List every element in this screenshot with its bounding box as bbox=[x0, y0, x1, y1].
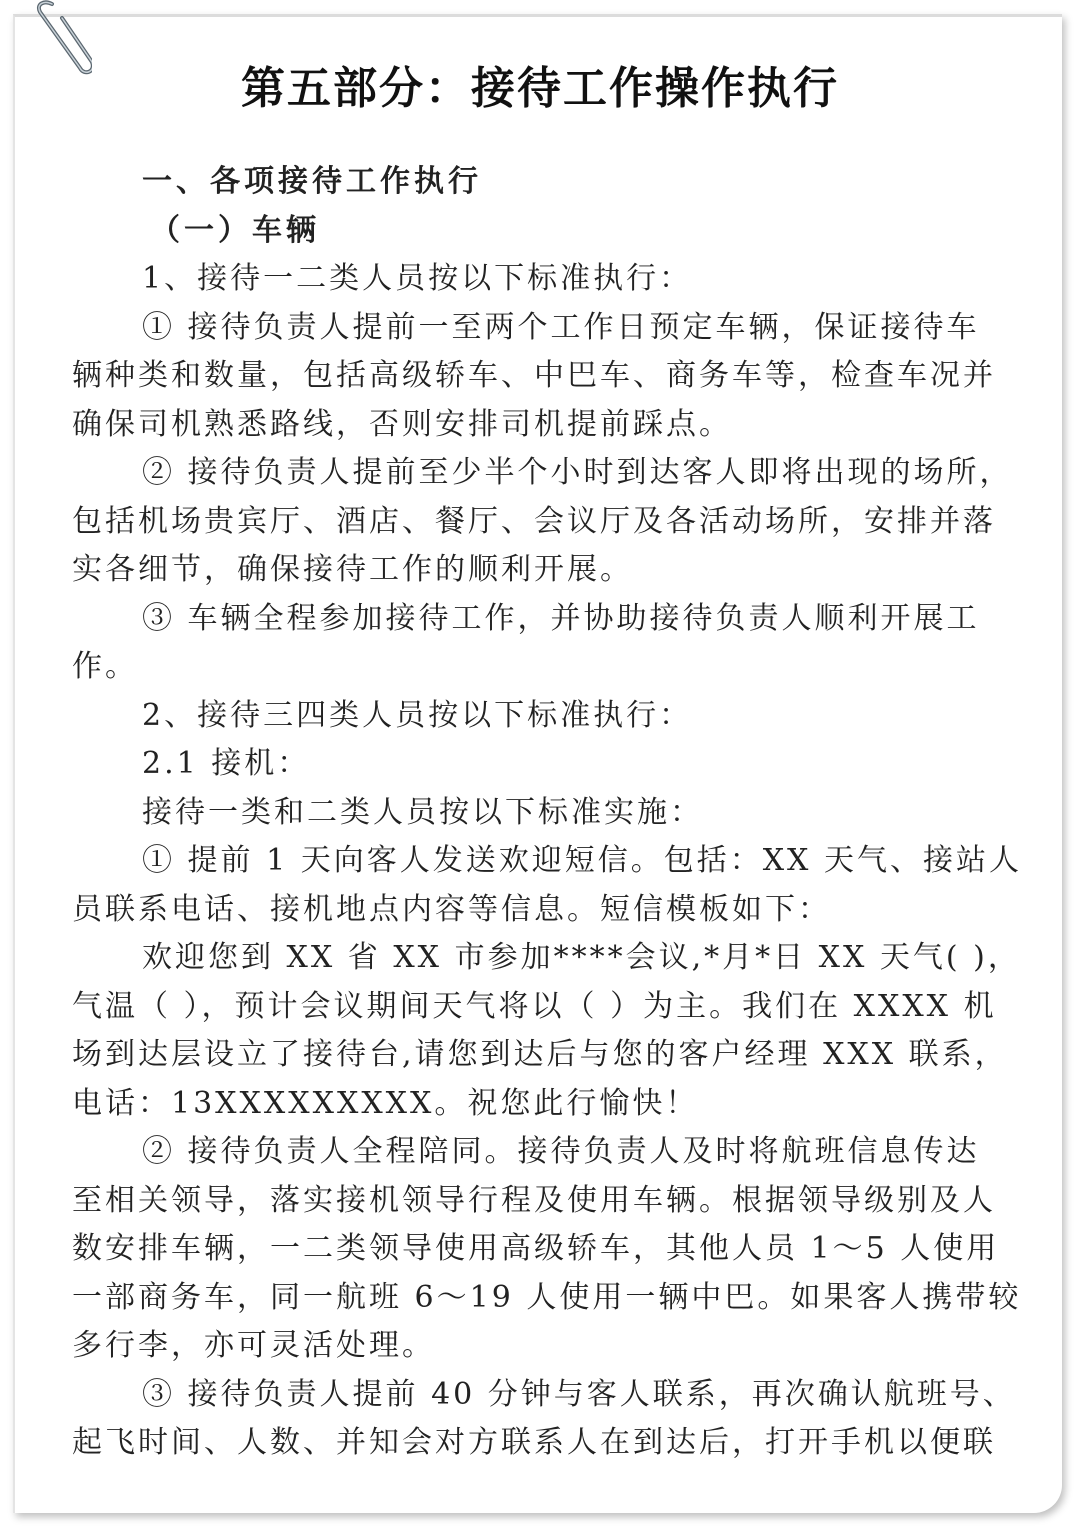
text-line: 起飞时间、人数、并知会对方联系人在到达后，打开手机以便联 bbox=[72, 1425, 996, 1460]
text-line: 多行李，亦可灵活处理。 bbox=[72, 1328, 435, 1363]
paragraph-lines bbox=[72, 255, 1040, 1468]
text-line: ② 接待负责人全程陪同。接待负责人及时将航班信息传达 bbox=[142, 1134, 980, 1169]
text-line: 至相关领导，落实接机领导行程及使用车辆。根据领导级别及人 bbox=[72, 1182, 996, 1218]
text-line: 实各细节，确保接待工作的顺利开展。 bbox=[72, 552, 633, 587]
subsection-heading: （一）车辆 bbox=[150, 212, 320, 248]
text-line: ① 提前 1 天向客人发送欢迎短信。包括：XX 天气、接站人 bbox=[142, 843, 1022, 878]
text-line: ③ 接待负责人提前 40 分钟与客人联系，再次确认航班号、 bbox=[142, 1376, 1016, 1412]
text-line: ① 接待负责人提前一至两个工作日预定车辆，保证接待车 bbox=[142, 309, 980, 345]
text-line: 辆种类和数量，包括高级轿车、中巴车、商务车等，检查车况并 bbox=[72, 358, 996, 393]
text-line: 确保司机熟悉路线，否则安排司机提前踩点。 bbox=[72, 406, 732, 442]
text-line: ② 接待负责人提前至少半个小时到达客人即将出现的场所， bbox=[142, 455, 1013, 490]
text-line: 包括机场贵宾厅、酒店、餐厅、会议厅及各活动场所，安排并落 bbox=[72, 503, 996, 539]
text-line: 作。 bbox=[72, 649, 138, 684]
text-line: 场到达层设立了接待台,请您到达后与您的客户经理 XXX 联系， bbox=[72, 1037, 1008, 1072]
text-line: ③ 车辆全程参加接待工作，并协助接待负责人顺利开展工 bbox=[142, 600, 980, 636]
text-line: 数安排车辆，一二类领导使用高级轿车，其他人员 1～5 人使用 bbox=[72, 1231, 1000, 1266]
text-line: 2、接待三四类人员按以下标准执行： bbox=[142, 697, 693, 733]
document-body bbox=[72, 158, 1040, 1468]
text-line: 气温（ ），预计会议期间天气将以（ ）为主。我们在 XXXX 机 bbox=[72, 988, 997, 1024]
text-line: 一部商务车，同一航班 6～19 人使用一辆中巴。如果客人携带较 bbox=[72, 1279, 1022, 1315]
text-line: 2.1 接机： bbox=[142, 746, 311, 781]
text-line: 电话：13XXXXXXXXX。祝您此行愉快！ bbox=[72, 1085, 699, 1121]
page-title: 第五部分：接待工作操作执行 bbox=[241, 63, 839, 114]
section-heading: 一、各项接待工作执行 bbox=[142, 164, 482, 199]
text-line: 接待一类和二类人员按以下标准实施： bbox=[142, 794, 703, 830]
text-line: 1、接待一二类人员按以下标准执行： bbox=[142, 261, 693, 296]
text-line: 员联系电话、接机地点内容等信息。短信模板如下： bbox=[72, 891, 831, 927]
text-line: 欢迎您到 XX 省 XX 市参加****会议,*月*日 XX 天气( )， bbox=[142, 940, 1021, 975]
